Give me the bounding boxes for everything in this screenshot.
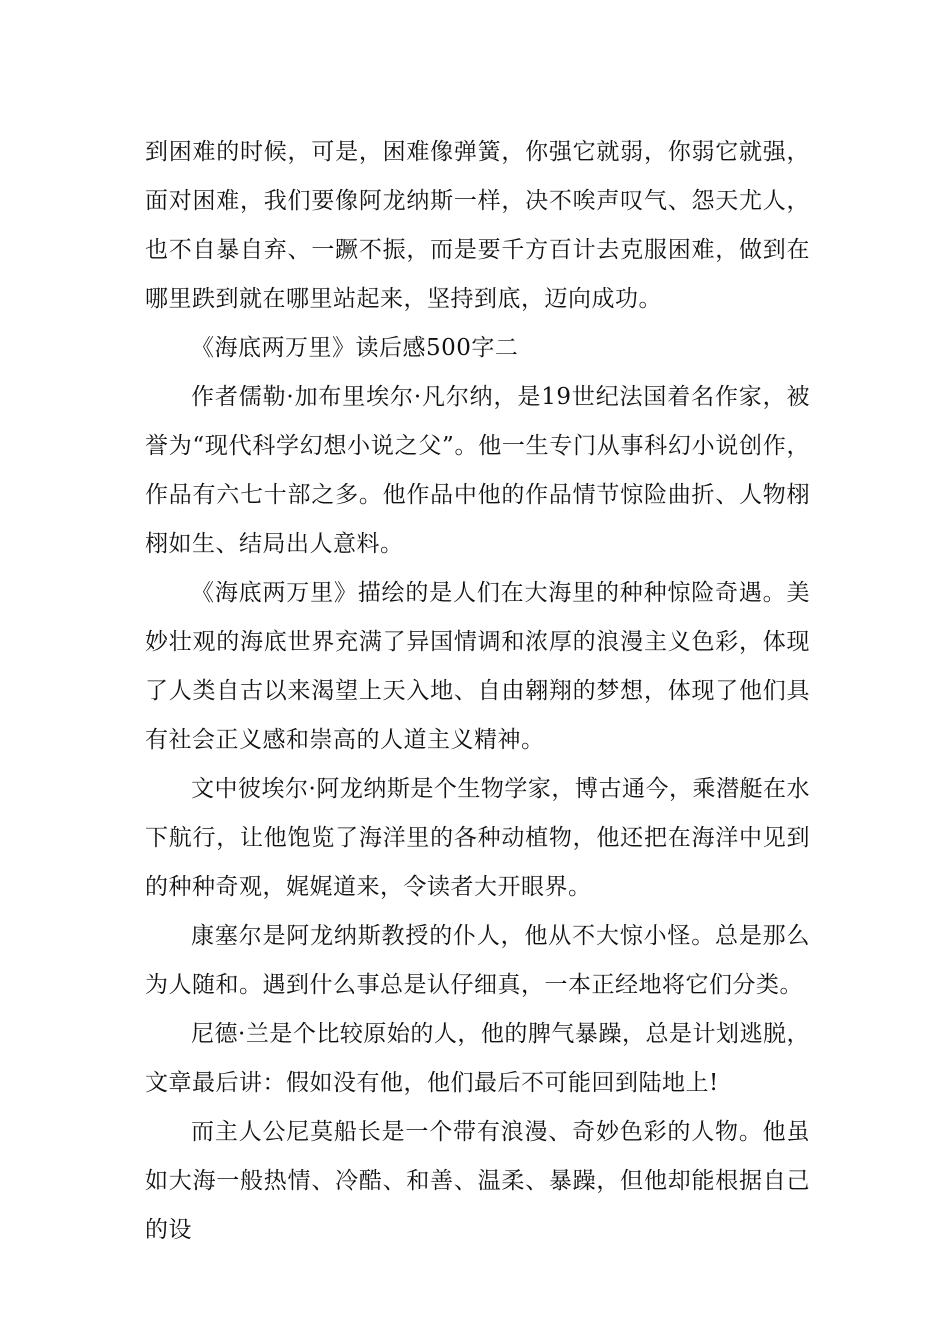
paragraph-ned-land: 尼德·兰是个比较原始的人，他的脾气暴躁，总是计划逃脱，文章最后讲：假如没有他，他们最后不可能回到陆地上! — [145, 1021, 810, 1096]
paragraph-author: 作者儒勒·加布里埃尔·凡尔纳，是19世纪法国着名作家，被誉为“现代科学幻想小说之父”。他一生专门从事科幻小说创作，作品有六七十部之多。他作品中他的作品情节惊险曲折、人物栩栩如生、结局出人意料。 — [145, 384, 810, 557]
section-heading: 《海底两万里》读后感500字二 — [191, 335, 519, 361]
paragraph-nemo: 而主人公尼莫船长是一个带有浪漫、奇妙色彩的人物。他虽如大海一般热情、冷酷、和善、温柔、暴躁，但他却能根据自己的设 — [145, 1119, 810, 1243]
paragraph-conseil: 康塞尔是阿龙纳斯教授的仆人，他从不大惊小怪。总是那么为人随和。遇到什么事总是认仔细真，一本正经地将它们分类。 — [145, 923, 810, 998]
paragraph-continuation: 到困难的时候，可是，困难像弹簧，你强它就弱，你弱它就强，面对困难，我们要像阿龙纳斯一样，决不唉声叹气、怨天尤人，也不自暴自弃、一蹶不振，而是要千方百计去克服困难，做到在哪里跌到就在哪里站起来，坚持到底，迈向成功。 — [145, 139, 810, 312]
paragraph-description: 《海底两万里》描绘的是人们在大海里的种种惊险奇遇。美妙壮观的海底世界充满了异国情调和浓厚的浪漫主义色彩，体现了人类自古以来渴望上天入地、自由翱翔的梦想，体现了他们具有社会正义感和崇高的人道主义精神。 — [145, 580, 810, 753]
body-text — [145, 128, 810, 1255]
paragraph-aronnax: 文中彼埃尔·阿龙纳斯是个生物学家，博古通今，乘潜艇在水下航行，让他饱览了海洋里的各种动植物，他还把在海洋中见到的种种奇观，娓娓道来，令读者大开眼界。 — [145, 776, 810, 900]
